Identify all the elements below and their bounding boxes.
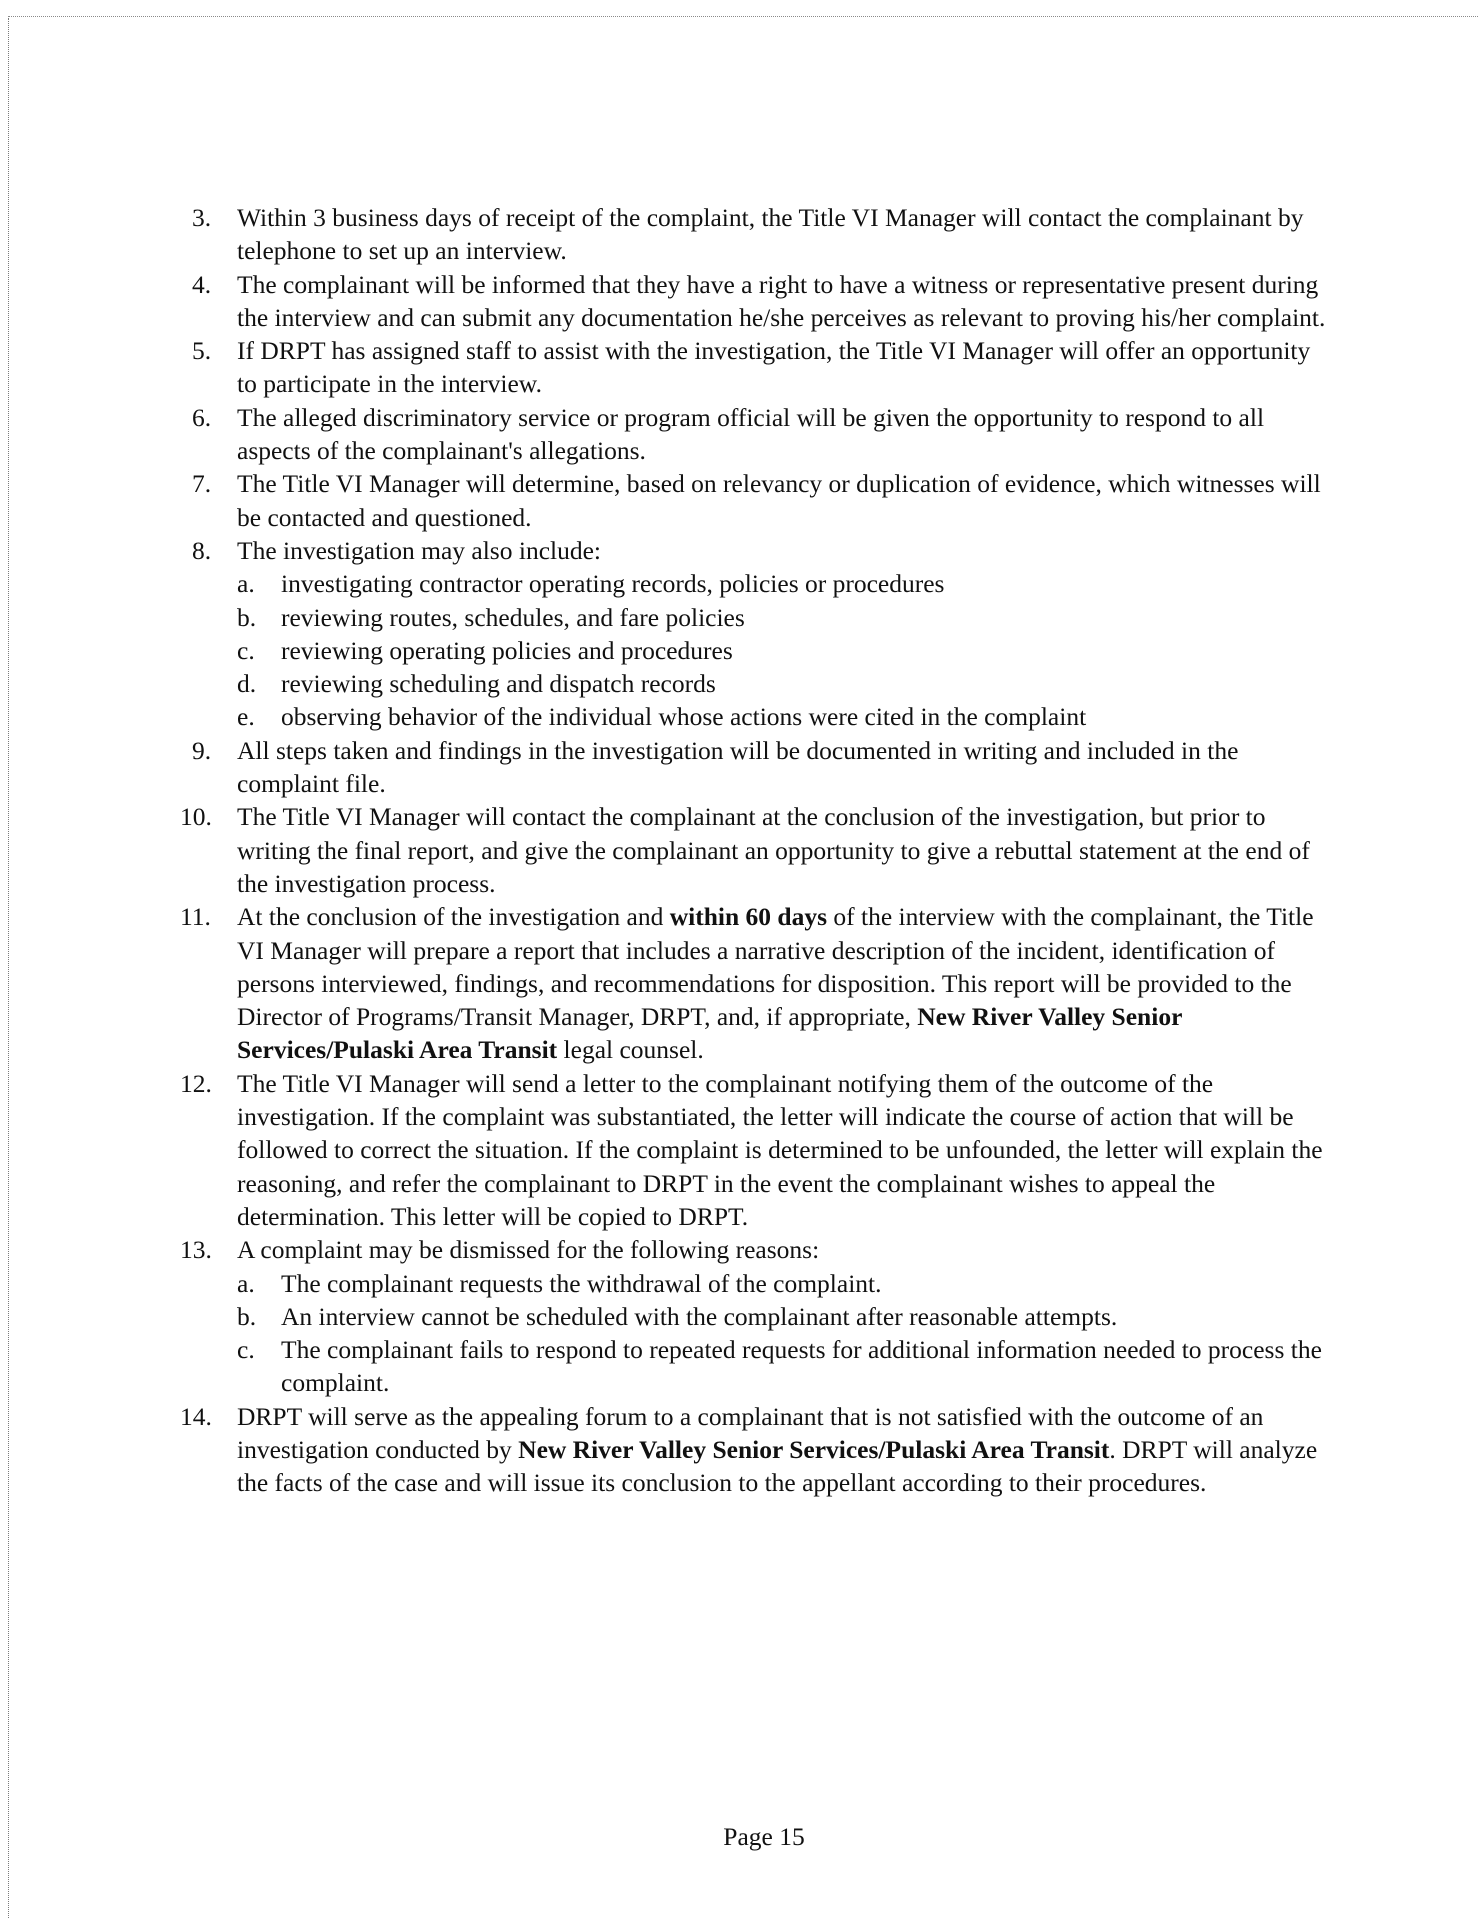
sub-letter: d. [237, 669, 257, 699]
list-item-7 [192, 467, 1332, 534]
sub-text: reviewing operating policies and procedures [281, 635, 733, 665]
item-text: . DRPT will analyze the facts of the case and will issue its conclusion to the appellant according to their procedures. [237, 1434, 1318, 1498]
item-number: 10. [180, 802, 212, 832]
item-number: 6. [192, 402, 212, 432]
item-number: 7. [192, 469, 212, 499]
list-item-3 [192, 201, 1332, 268]
complaint-procedure-list [180, 201, 1332, 1500]
item-text: At the conclusion of the investigation and [237, 902, 670, 932]
sub-letter: b. [237, 602, 257, 632]
list-item-10 [180, 800, 1332, 900]
page-footer [0, 1822, 1484, 1852]
sublist-item-a [237, 567, 1332, 600]
item-text: All steps taken and findings in the investigation will be documented in writing and included in the complaint file. [237, 735, 1239, 799]
sub-letter: e. [237, 702, 255, 732]
item-text: legal counsel. [557, 1035, 704, 1065]
item-text: The Title VI Manager will determine, based on relevancy or duplication of evidence, which witnesses will be contacted and questioned. [237, 469, 1321, 532]
item-number: 11. [180, 902, 211, 932]
item-number: 13. [180, 1235, 212, 1265]
scan-edge-top [8, 16, 1478, 17]
organization-name: New River Valley Senior Services/Pulaski Area Transit [518, 1434, 1110, 1464]
sub-letter: b. [237, 1301, 257, 1331]
item-number: 14. [180, 1401, 212, 1431]
sub-letter: c. [237, 635, 255, 665]
list-item-8 [192, 534, 1332, 734]
item-text: DRPT will serve as the appealing forum to a complainant that is not satisfied with the outcome of an investigation conducted by [237, 1401, 1264, 1464]
list-item-14 [180, 1400, 1332, 1500]
page-number: Page 15 [723, 1822, 805, 1851]
item-text: The complainant will be informed that they have a right to have a witness or representative present during the interview and can submit any documentation he/she perceives as relevant to proving his/her complaint. [237, 269, 1326, 332]
organization-name: New River Valley Senior Services/Pulaski Area Transit [237, 1002, 1182, 1065]
list-item-11 [180, 900, 1332, 1066]
sublist-item-c [237, 634, 1332, 667]
deadline-emphasis: within 60 days [669, 902, 827, 932]
list-item-13 [180, 1233, 1332, 1399]
procedure-list-container [180, 201, 1332, 1500]
sub-text: observing behavior of the individual whose actions were cited in the complaint [281, 702, 1087, 732]
list-item-4 [192, 268, 1332, 335]
sub-text: An interview cannot be scheduled with the complainant after reasonable attempts. [281, 1301, 1118, 1331]
list-item-9 [192, 734, 1332, 801]
dismissal-reasons-sublist [237, 1267, 1332, 1400]
sublist-item-d [237, 667, 1332, 700]
sublist-item-b [237, 1300, 1332, 1333]
item-number: 4. [192, 269, 212, 299]
scan-edge-left [8, 18, 9, 1918]
item-number: 12. [180, 1068, 212, 1098]
sub-letter: a. [237, 569, 255, 599]
sub-text: investigating contractor operating records, policies or procedures [281, 569, 945, 599]
sub-text: The complainant requests the withdrawal of the complaint. [281, 1268, 882, 1298]
sub-letter: a. [237, 1268, 255, 1298]
sub-letter: c. [237, 1335, 255, 1365]
item-text: A complaint may be dismissed for the following reasons: [237, 1235, 820, 1265]
item-text: The Title VI Manager will send a letter to the complainant notifying them of the outcome of the investigation. If the complaint was substantiated, the letter will indicate the course of action that will be followed to correct the situation. If the complaint is determined to be unfounded, the letter will explain the reasoning, and refer the complainant to DRPT in the event the complainant wishes to appeal the determination. This letter will be copied to DRPT. [237, 1068, 1323, 1231]
item-text: of the interview with the complainant, the Title VI Manager will prepare a report that includes a narrative description of the incident, identification of persons interviewed, findings, and recommendations for disposition. This report will be provided to the Director of Programs/Transit Manager, DRPT, and, if appropriate, [237, 902, 1314, 1032]
item-number: 3. [192, 203, 212, 232]
sublist-item-b [237, 601, 1332, 634]
item-text: The Title VI Manager will contact the complainant at the conclusion of the investigation, but prior to writing the final report, and give the complainant an opportunity to give a rebuttal statement at the end of the investigation process. [237, 802, 1310, 898]
sub-text: reviewing routes, schedules, and fare policies [281, 602, 745, 632]
sub-text: reviewing scheduling and dispatch records [281, 669, 716, 699]
list-item-6 [192, 401, 1332, 468]
item-text: The investigation may also include: [237, 535, 601, 565]
sublist-item-c [237, 1333, 1332, 1400]
investigation-sublist [237, 567, 1332, 733]
item-text: If DRPT has assigned staff to assist with the investigation, the Title VI Manager will offer an opportunity to participate in the interview. [237, 336, 1311, 399]
sub-text: The complainant fails to respond to repeated requests for additional information needed to process the complaint. [281, 1335, 1322, 1398]
item-number: 5. [192, 336, 212, 366]
item-text: Within 3 business days of receipt of the complaint, the Title VI Manager will contact the complainant by telephone to set up an interview. [237, 203, 1304, 266]
item-number: 8. [192, 535, 212, 565]
item-number: 9. [192, 735, 212, 765]
list-item-5 [192, 334, 1332, 401]
item-text: The alleged discriminatory service or program official will be given the opportunity to respond to all aspects of the complainant's allegations. [237, 402, 1265, 466]
sublist-item-e [237, 700, 1332, 733]
list-item-12 [180, 1067, 1332, 1233]
sublist-item-a [237, 1267, 1332, 1300]
